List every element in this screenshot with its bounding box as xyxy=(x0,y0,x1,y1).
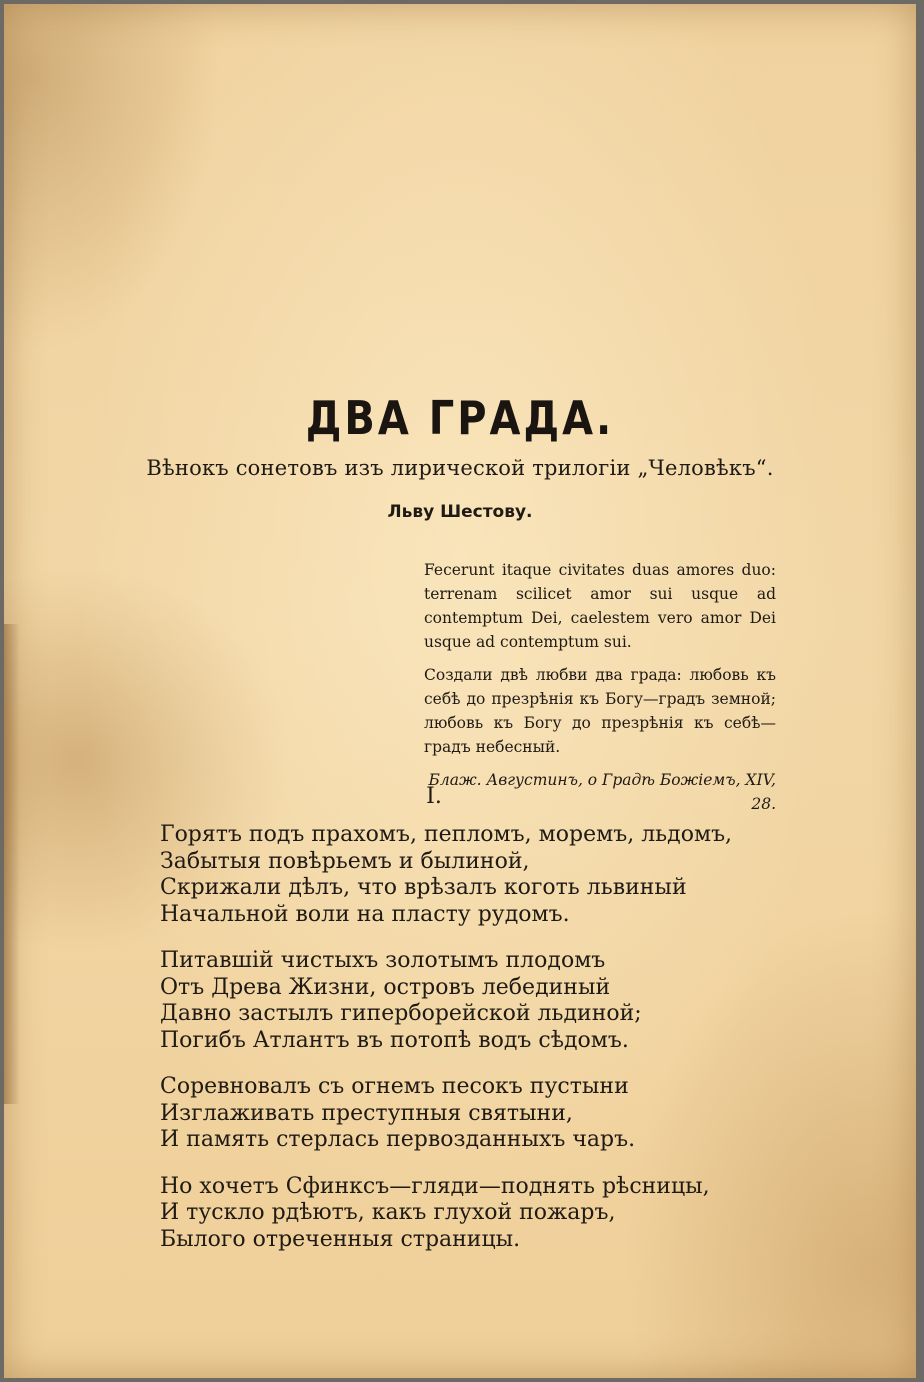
stanza xyxy=(160,822,860,928)
epigraph-attribution: Блаж. Августинъ, о Градѣ Божіемъ, XIV, 28. xyxy=(428,771,776,813)
poem-line: И тускло рдѣютъ, какъ глухой пожаръ, xyxy=(160,1200,616,1225)
dedication: Льву Шестову. xyxy=(387,502,533,522)
poem-line: Но хочетъ Сфинксъ—гляди—поднять рѣсницы, xyxy=(160,1173,710,1199)
poem xyxy=(160,822,860,1273)
stanza xyxy=(160,948,860,1054)
epigraph xyxy=(424,558,776,816)
poem-line: Горятъ подъ прахомъ, пепломъ, моремъ, льдомъ, xyxy=(160,822,733,847)
poem-line: Скрижали дѣлъ, что врѣзалъ коготь львиный xyxy=(160,875,687,900)
poem-line: Отъ Древа Жизни, островъ лебединый xyxy=(160,974,611,1000)
poem-line: Погибъ Атлантъ въ потопѣ водъ сѣдомъ. xyxy=(160,1027,629,1053)
paper-stain xyxy=(4,624,20,1104)
poem-line: Давно застылъ гиперборейской льдиной; xyxy=(160,1001,642,1026)
poem-line: Начальной воли на пласту рудомъ. xyxy=(160,901,570,927)
poem-line: Питавшій чистыхъ золотымъ плодомъ xyxy=(160,948,606,973)
section-numeral: I. xyxy=(426,784,442,809)
document-page xyxy=(4,4,916,1378)
stanza xyxy=(160,1174,860,1254)
epigraph-russian: Создали двѣ любви два града: любовь къ себѣ до презрѣнія къ Богу—градъ земной; любовь къ Богу до презрѣнія къ себѣ—градъ небесный. xyxy=(424,666,776,756)
page-title: ДВА ГРАДА. xyxy=(305,392,615,446)
subtitle: Вѣнокъ сонетовъ изъ лирической трилогіи „Человѣкъ“. xyxy=(146,456,774,480)
poem-line: Забытыя повѣрьемъ и былиной, xyxy=(160,848,530,874)
poem-line: Соревновалъ съ огнемъ песокъ пустыни xyxy=(160,1074,629,1099)
epigraph-latin: Fecerunt itaque civitates duas amores duo: terrenam scilicet amor sui usque ad contemptum Dei, caelestem vero amor Dei usque ad contemptum sui. xyxy=(424,561,776,651)
poem-line: Былого отреченныя страницы. xyxy=(160,1226,521,1252)
stanza xyxy=(160,1074,860,1154)
poem-line: Изглаживать преступныя святыни, xyxy=(160,1100,573,1126)
poem-line: И память стерлась первозданныхъ чаръ. xyxy=(160,1127,636,1152)
